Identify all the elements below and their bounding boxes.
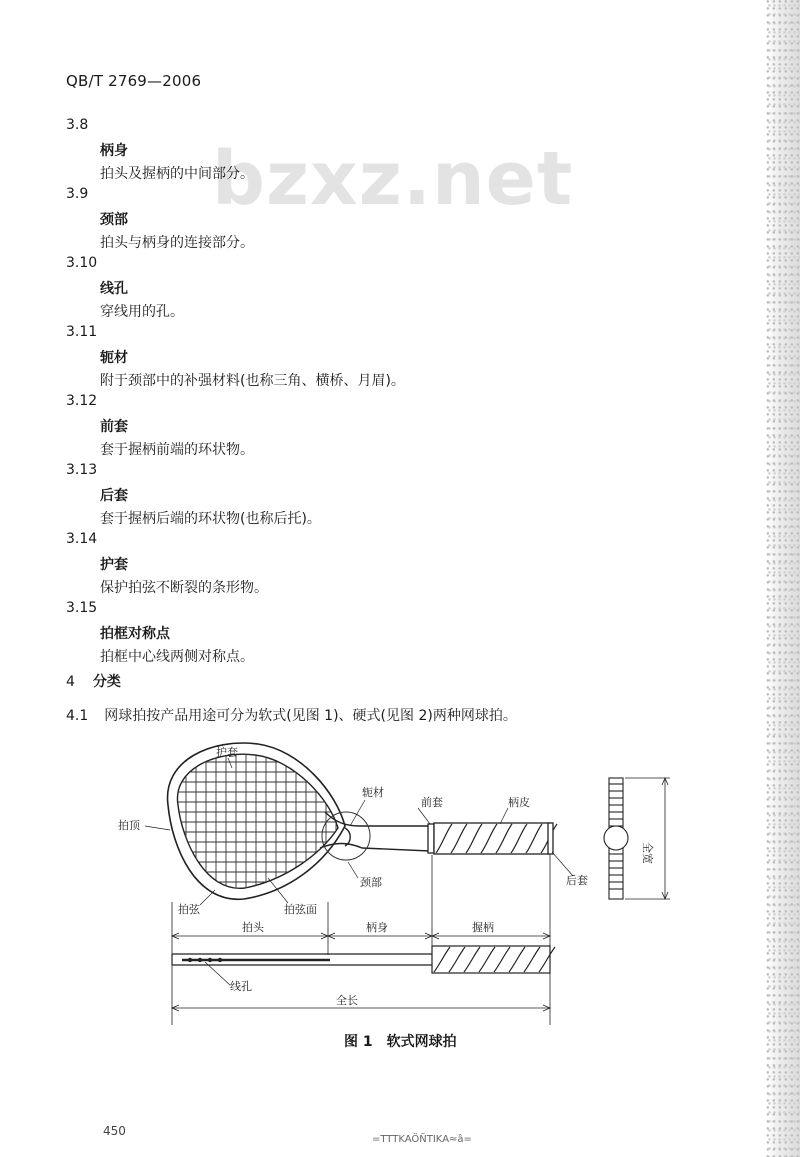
clause-definition: 套于握柄前端的环状物。 bbox=[100, 442, 254, 458]
label-houtao: 后套 bbox=[566, 874, 588, 887]
clause-number: 3.14 bbox=[66, 531, 98, 547]
label-bingpi: 柄皮 bbox=[508, 796, 530, 809]
label-quankuan: 全宽 bbox=[641, 842, 654, 864]
clause-number: 3.10 bbox=[66, 255, 98, 271]
label-paixian: 拍弦 bbox=[178, 903, 200, 916]
standard-code-header: QB/T 2769—2006 bbox=[66, 72, 202, 90]
label-quanchang: 全长 bbox=[336, 994, 358, 1007]
clause-term: 轭材 bbox=[100, 350, 128, 366]
racket-throat bbox=[320, 812, 430, 851]
clause-term: 颈部 bbox=[100, 212, 128, 228]
clause-definition: 拍头与柄身的连接部分。 bbox=[100, 235, 254, 251]
clause-definition: 拍框中心线两侧对称点。 bbox=[100, 649, 254, 665]
footer-code: =TTTKAÖÑTIKA≈â= bbox=[372, 1134, 472, 1145]
label-dingding: 拍顶 bbox=[118, 819, 140, 832]
label-xiankong: 线孔 bbox=[230, 980, 252, 993]
paragraph-number: 4.1 bbox=[66, 708, 89, 724]
clause-definition: 拍头及握柄的中间部分。 bbox=[100, 166, 254, 182]
label-bingshen: 柄身 bbox=[366, 921, 388, 934]
clause-term: 前套 bbox=[100, 419, 128, 435]
clause-term: 线孔 bbox=[100, 281, 128, 297]
figure-caption bbox=[344, 1031, 457, 1051]
clause-term: 后套 bbox=[100, 488, 128, 504]
clause-term: 护套 bbox=[100, 557, 128, 573]
clause-number: 3.12 bbox=[66, 393, 98, 409]
section-number: 4 bbox=[66, 674, 75, 690]
clause-definition: 套于握柄后端的环状物(也称后托)。 bbox=[100, 511, 321, 527]
figure-labels bbox=[118, 745, 655, 1007]
clause-term: 柄身 bbox=[100, 143, 128, 159]
section-title: 分类 bbox=[92, 674, 121, 690]
clause-definition: 附于颈部中的补强材料(也称三角、横桥、月眉)。 bbox=[100, 373, 405, 389]
label-qiantao: 前套 bbox=[421, 796, 443, 809]
label-wobing: 握柄 bbox=[472, 921, 494, 934]
clause-number: 3.13 bbox=[66, 462, 98, 478]
page-number: 450 bbox=[103, 1124, 126, 1138]
paragraph-text: 网球拍按产品用途可分为软式(见图 1)、硬式(见图 2)两种网球拍。 bbox=[104, 708, 517, 724]
label-emai: 轭材 bbox=[362, 786, 384, 799]
throat-detail-circle bbox=[322, 812, 370, 860]
side-view bbox=[604, 778, 670, 899]
label-jingbu: 颈部 bbox=[360, 876, 382, 889]
clause-term: 拍框对称点 bbox=[100, 626, 170, 642]
figure-number: 图 1 bbox=[344, 1034, 373, 1050]
handle bbox=[428, 823, 557, 854]
string-grid bbox=[170, 740, 345, 900]
label-paixianmian: 拍弦面 bbox=[284, 903, 317, 916]
bottom-view bbox=[172, 946, 555, 973]
clause-number: 3.8 bbox=[66, 117, 89, 133]
figure-title: 软式网球拍 bbox=[386, 1034, 457, 1050]
clause-number: 3.15 bbox=[66, 600, 98, 616]
clause-definition: 保护拍弦不断裂的条形物。 bbox=[100, 580, 268, 596]
watermark: bzxz.net bbox=[212, 136, 574, 222]
clause-definition: 穿线用的孔。 bbox=[100, 304, 184, 320]
label-husao: 护套 bbox=[216, 746, 238, 759]
clause-number: 3.9 bbox=[66, 186, 89, 202]
clause-number: 3.11 bbox=[66, 324, 98, 340]
label-paitou: 拍头 bbox=[242, 921, 264, 934]
